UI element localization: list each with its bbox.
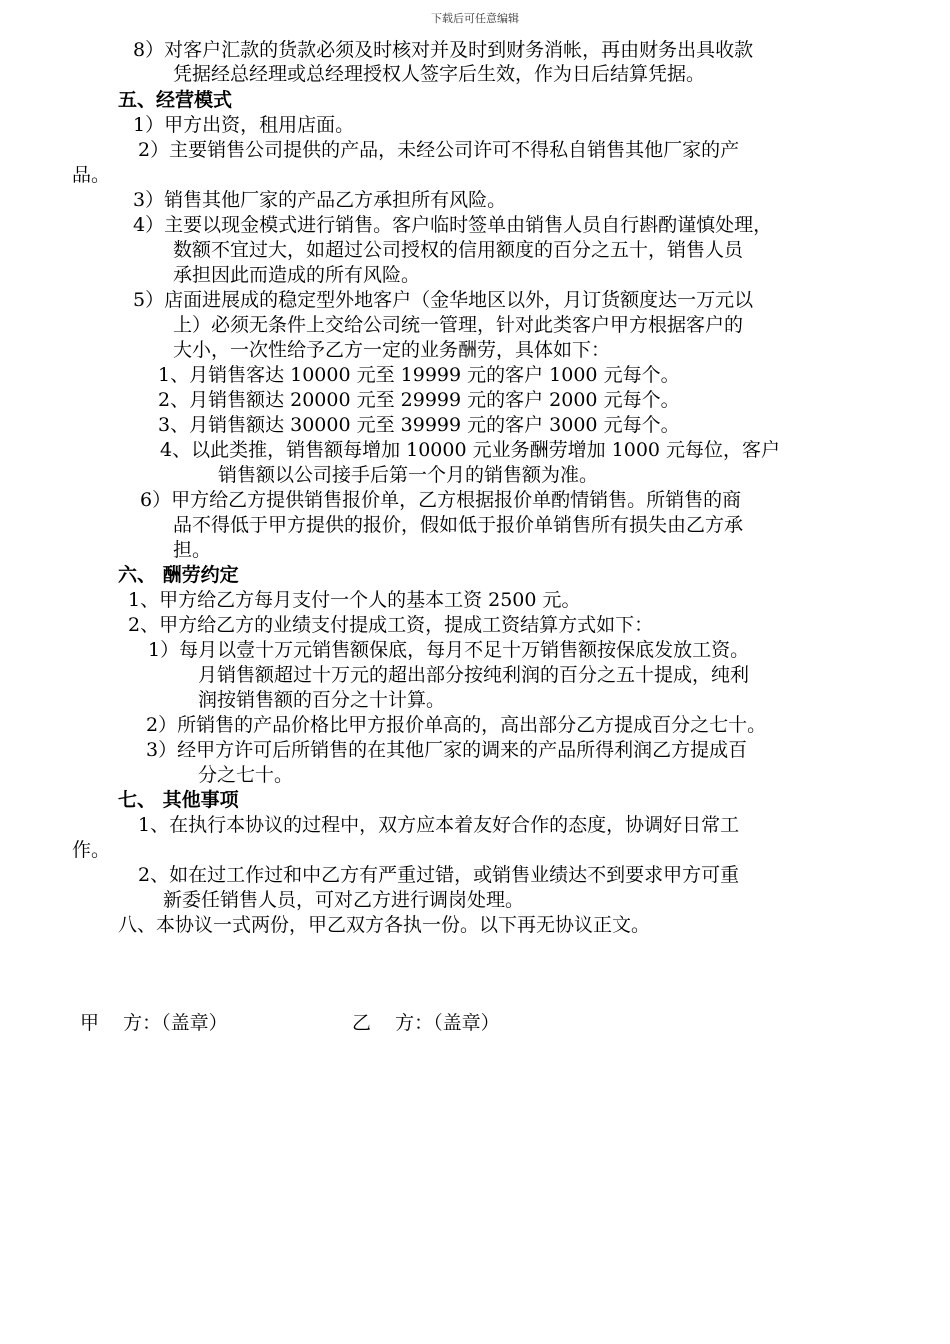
s6-sub-1-line1: 1）每月以壹十万元销售额保底，每月不足十万销售额按保底发放工资。 [148, 639, 750, 661]
s7-item-1-line1: 1、在执行本协议的过程中，双方应本着友好合作的态度，协调好日常工 [138, 814, 740, 836]
section-5-heading: 五、经营模式 [118, 89, 233, 111]
s6-item-2: 2、甲方给乙方的业绩支付提成工资，提成工资结算方式如下： [128, 614, 654, 636]
s5-item-6-line1: 6）甲方给乙方提供销售报价单，乙方根据报价单酌情销售。所销售的商 [140, 489, 742, 511]
s5-item-2-line1: 2）主要销售公司提供的产品，未经公司许可不得私自销售其他厂家的产 [138, 139, 740, 161]
s7-item-1-line2: 作。 [72, 839, 111, 861]
s5-item-4-line1: 4）主要以现金模式进行销售。客户临时签单由销售人员自行斟酌谨慎处理， [133, 214, 773, 236]
s7-item-2-line2: 新委任销售人员，可对乙方进行调岗处理。 [163, 889, 525, 911]
reward-tier-4-line1: 4、以此类推，销售额每增加 10000 元业务酬劳增加 1000 元每位，客户 [160, 439, 781, 461]
clause-8-line1: 8）对客户汇款的货款必须及时核对并及时到财务消帐，再由财务出具收款 [133, 39, 754, 61]
s5-item-4-line3: 承担因此而造成的所有风险。 [173, 264, 421, 286]
s6-sub-1-line2: 月销售额超过十万元的超出部分按纯利润的百分之五十提成，纯利 [198, 664, 750, 686]
s5-item-5-line2: 上）必须无条件上交给公司统一管理，针对此类客户甲方根据客户的 [173, 314, 744, 336]
reward-tier-2: 2、月销售额达 20000 元至 29999 元的客户 2000 元每个。 [158, 389, 680, 411]
reward-tier-3: 3、月销售额达 30000 元至 39999 元的客户 3000 元每个。 [158, 414, 680, 436]
s5-item-3: 3）销售其他厂家的产品乙方承担所有风险。 [133, 189, 507, 211]
signature-party-b: 乙 方：（盖章） [352, 1012, 500, 1034]
header-note: 下载后可任意编辑 [431, 12, 519, 25]
s6-sub-1-line3: 润按销售额的百分之十计算。 [198, 689, 446, 711]
s5-item-5-line1: 5）店面进展成的稳定型外地客户（金华地区以外，月订货额度达一万元以 [133, 289, 754, 311]
clause-8-line2: 凭据经总经理或总经理授权人签字后生效，作为日后结算凭据。 [173, 63, 706, 85]
s6-sub-3-line1: 3）经甲方许可后所销售的在其他厂家的调来的产品所得利润乙方提成百 [146, 739, 748, 761]
s6-sub-2: 2）所销售的产品价格比甲方报价单高的，高出部分乙方提成百分之七十。 [146, 714, 767, 736]
section-6-heading: 六、 酬劳约定 [118, 564, 239, 586]
reward-tier-4-line2: 销售额以公司接手后第一个月的销售额为准。 [218, 464, 599, 486]
s6-sub-3-line2: 分之七十。 [198, 764, 294, 786]
reward-tier-1: 1、月销售客达 10000 元至 19999 元的客户 1000 元每个。 [158, 364, 680, 386]
s5-item-6-line3: 担。 [173, 539, 212, 561]
section-7-heading: 七、 其他事项 [118, 789, 239, 811]
signature-party-a: 甲 方：（盖章） [80, 1012, 228, 1034]
s5-item-2-line2: 品。 [72, 164, 111, 186]
s6-item-1: 1、甲方给乙方每月支付一个人的基本工资 2500 元。 [128, 589, 581, 611]
s5-item-4-line2: 数额不宜过大，如超过公司授权的信用额度的百分之五十，销售人员 [173, 239, 744, 261]
s5-item-1: 1）甲方出资，租用店面。 [133, 114, 355, 136]
section-8-text: 八、本协议一式两份，甲乙双方各执一份。以下再无协议正文。 [118, 914, 651, 936]
s5-item-6-line2: 品不得低于甲方提供的报价，假如低于报价单销售所有损失由乙方承 [173, 514, 744, 536]
s5-item-5-line3: 大小，一次性给予乙方一定的业务酬劳，具体如下： [173, 339, 611, 361]
s7-item-2-line1: 2、如在过工作过和中乙方有严重过错，或销售业绩达不到要求甲方可重 [138, 864, 740, 886]
